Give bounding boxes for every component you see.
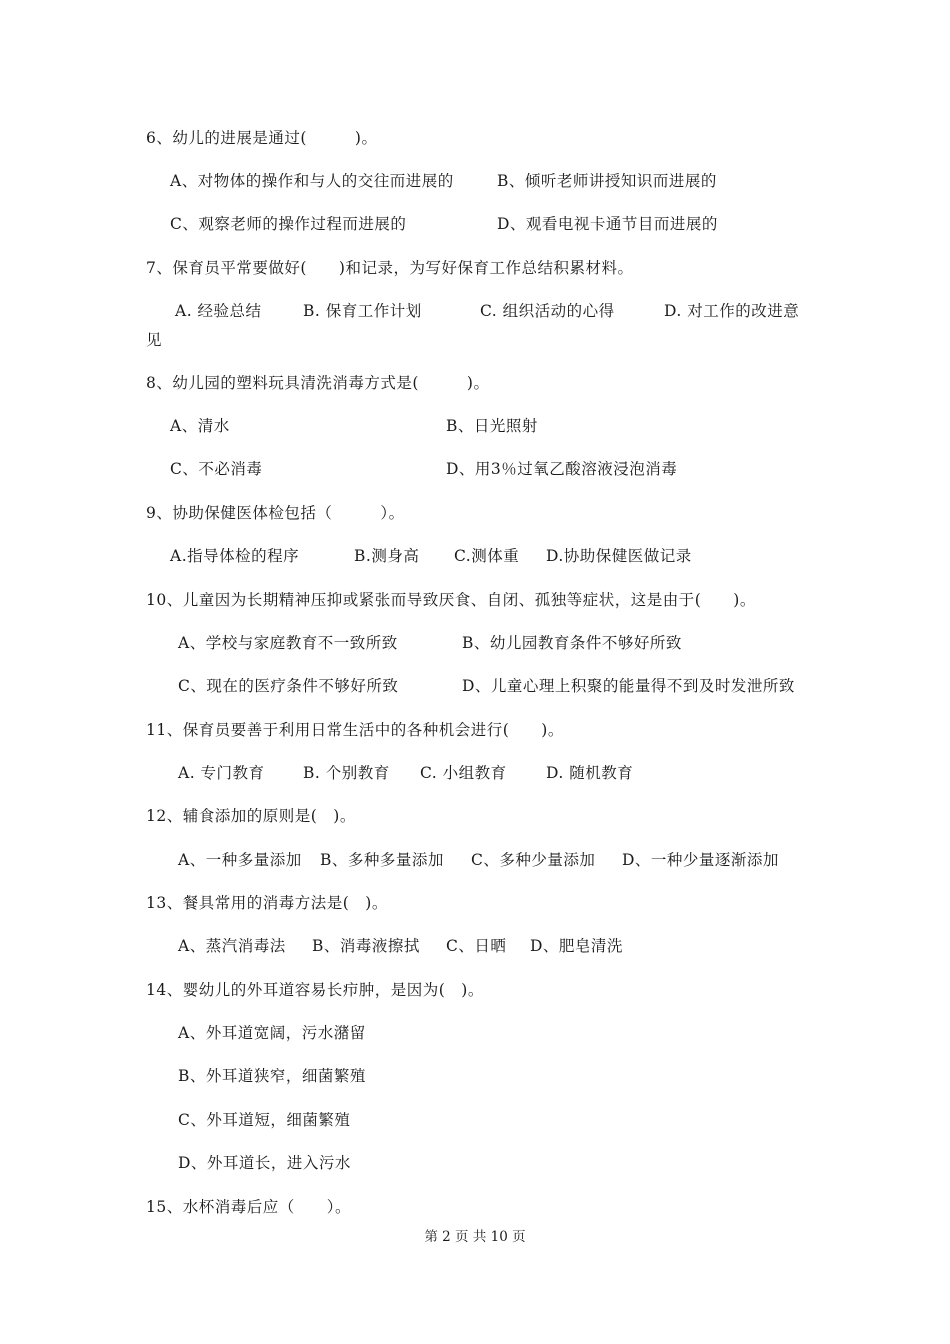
question-10-option-d: D、儿童心理上积聚的能量得不到及时发泄所致 [462,677,795,695]
question-8-option-a: A、清水 [170,417,230,435]
question-9-option-c: C.测体重 [454,547,520,565]
question-7-option-a: A. 经验总结 [175,302,262,320]
question-8-option-b: B、日光照射 [446,417,538,435]
question-9-option-a: A.指导体检的程序 [170,547,300,565]
question-15-stem: 15、水杯消毒后应（ ）。 [146,1198,351,1216]
question-11-option-c: C. 小组教育 [420,764,507,782]
question-9-option-b: B.测身高 [354,547,420,565]
question-10-option-b: B、幼儿园教育条件不够好所致 [462,634,682,652]
question-11-stem: 11、保育员要善于利用日常生活中的各种机会进行( )。 [146,721,564,739]
question-14-option-a: A、外耳道宽阔，污水潴留 [178,1024,366,1042]
question-8-option-d: D、用3％过氧乙酸溶液浸泡消毒 [446,460,678,478]
question-9-option-d: D.协助保健医做记录 [546,547,692,565]
question-12-option-c: C、多种少量添加 [471,851,596,869]
question-12-stem: 12、辅食添加的原则是( )。 [146,807,356,825]
question-14-option-d: D、外耳道长，进入污水 [178,1154,351,1172]
question-11-option-b: B. 个别教育 [303,764,390,782]
question-8-option-c: C、不必消毒 [170,460,263,478]
question-7-stem: 7、保育员平常要做好( )和记录，为写好保育工作总结积累材料。 [146,259,634,277]
question-7-option-d: D. 对工作的改进意 [664,302,800,320]
question-6-option-b: B、倾听老师讲授知识而进展的 [497,172,717,190]
question-6-option-c: C、观察老师的操作过程而进展的 [170,215,407,233]
question-13-stem: 13、餐具常用的消毒方法是( )。 [146,894,388,912]
question-11-option-a: A. 专门教育 [178,764,265,782]
question-12-option-b: B、多种多量添加 [320,851,444,869]
question-13-option-c: C、日晒 [446,937,507,955]
question-9-stem: 9、协助保健医体检包括（ ）。 [146,504,405,522]
question-13-option-d: D、肥皂清洗 [530,937,623,955]
question-7-option-d-wrap: 见 [146,331,163,349]
question-10-option-c: C、现在的医疗条件不够好所致 [178,677,399,695]
question-10-option-a: A、学校与家庭教育不一致所致 [178,634,398,652]
question-6-option-d: D、观看电视卡通节目而进展的 [497,215,718,233]
question-7-option-b: B. 保育工作计划 [303,302,422,320]
question-12-option-d: D、一种少量逐渐添加 [622,851,779,869]
question-8-stem: 8、幼儿园的塑料玩具清洗消毒方式是( )。 [146,374,490,392]
question-14-option-b: B、外耳道狭窄，细菌繁殖 [178,1067,366,1085]
question-7-option-c: C. 组织活动的心得 [480,302,615,320]
question-13-option-a: A、蒸汽消毒法 [178,937,286,955]
question-12-option-a: A、一种多量添加 [178,851,302,869]
question-10-stem: 10、儿童因为长期精神压抑或紧张而导致厌食、自闭、孤独等症状，这是由于( )。 [146,591,756,609]
question-14-option-c: C、外耳道短，细菌繁殖 [178,1111,351,1129]
question-14-stem: 14、婴幼儿的外耳道容易长疖肿，是因为( )。 [146,981,484,999]
page-number-footer: 第 2 页 共 10 页 [424,1229,526,1245]
question-6-option-a: A、对物体的操作和与人的交往而进展的 [170,172,454,190]
question-11-option-d: D. 随机教育 [546,764,634,782]
question-6-stem: 6、幼儿的进展是通过( )。 [146,129,378,147]
question-13-option-b: B、消毒液擦拭 [312,937,420,955]
